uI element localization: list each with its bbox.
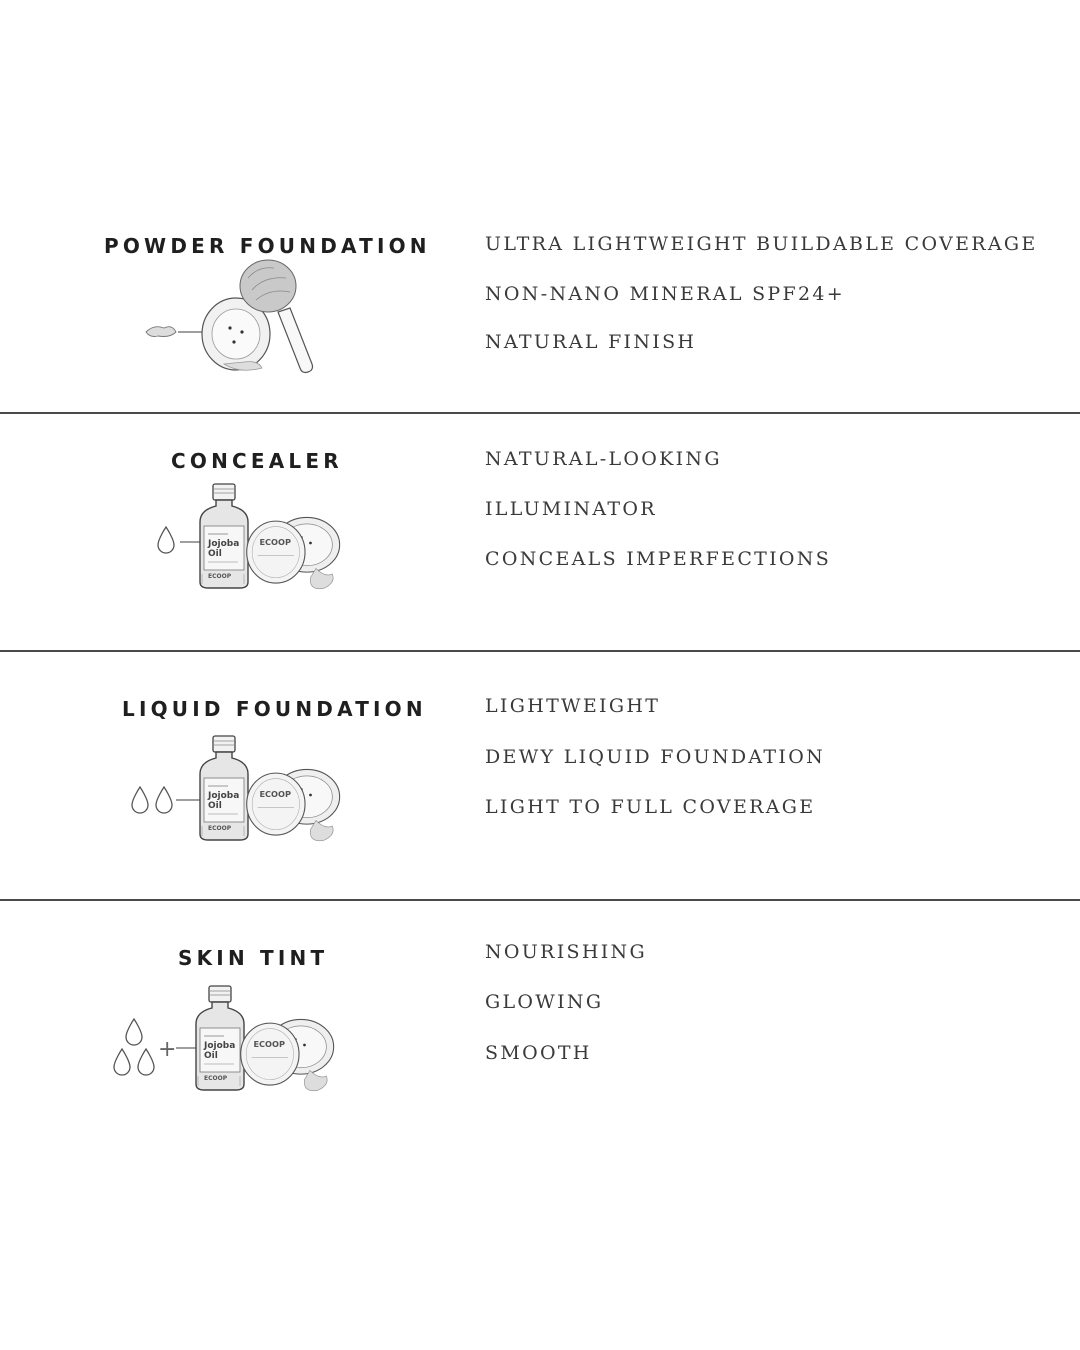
- feature-item: LIGHTWEIGHT: [485, 695, 661, 717]
- feature-item: NATURAL FINISH: [485, 331, 697, 353]
- section-divider: [0, 412, 1080, 414]
- powder-jar-with-brush-icon: [140, 256, 330, 376]
- section-title: POWDER FOUNDATION: [104, 234, 431, 258]
- section-divider: [0, 899, 1080, 901]
- section-title: CONCEALER: [171, 449, 343, 473]
- feature-item: ILLUMINATOR: [485, 498, 657, 520]
- feature-item: NON-NANO MINERAL SPF24+: [485, 283, 845, 305]
- svg-text:+: +: [158, 1037, 177, 1062]
- section-title: SKIN TINT: [178, 946, 329, 970]
- feature-item: LIGHT TO FULL COVERAGE: [485, 796, 816, 818]
- two-drops-oil-bottle-and-powder-jar-icon: [124, 734, 350, 846]
- feature-item: SMOOTH: [485, 1042, 592, 1064]
- feature-item: DEWY LIQUID FOUNDATION: [485, 746, 825, 768]
- feature-item: ULTRA LIGHTWEIGHT BUILDABLE COVERAGE: [485, 233, 1038, 255]
- section-title: LIQUID FOUNDATION: [122, 697, 427, 721]
- feature-item: GLOWING: [485, 991, 604, 1013]
- feature-item: NATURAL-LOOKING: [485, 448, 722, 470]
- feature-item: NOURISHING: [485, 941, 647, 963]
- one-drop-oil-bottle-and-powder-jar-icon: [150, 482, 350, 594]
- feature-item: CONCEALS IMPERFECTIONS: [485, 548, 832, 570]
- section-divider: [0, 650, 1080, 652]
- three-drops-oil-bottle-and-powder-jar-icon: [108, 984, 344, 1096]
